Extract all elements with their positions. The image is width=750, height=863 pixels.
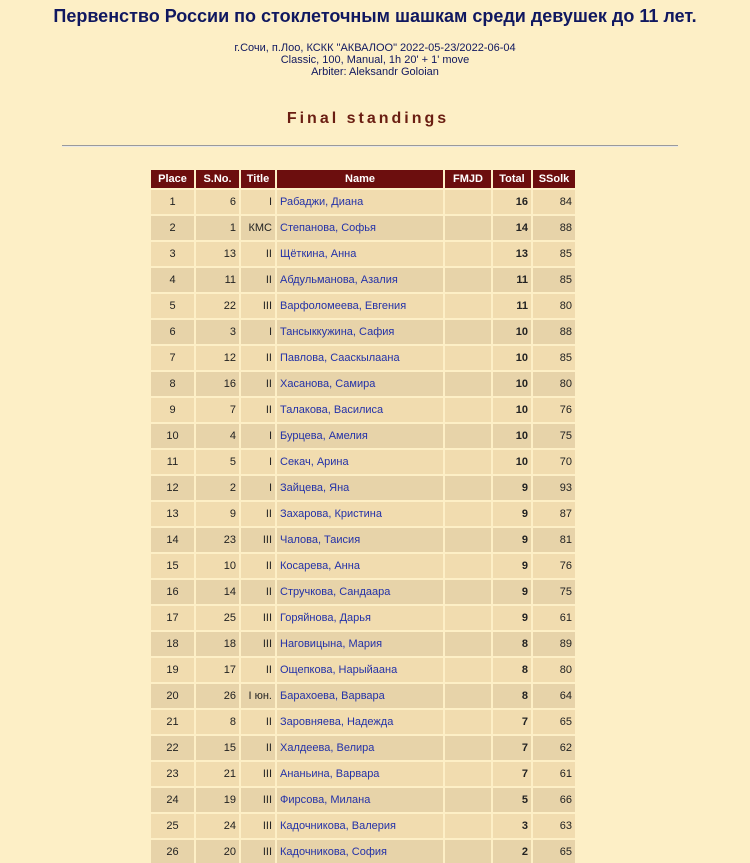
cell-sno: 16	[196, 372, 239, 396]
cell-ssolk: 85	[533, 346, 575, 370]
cell-ssolk: 61	[533, 762, 575, 786]
cell-total: 10	[493, 346, 531, 370]
cell-name	[277, 684, 443, 708]
cell-place: 12	[151, 476, 194, 500]
table-row	[151, 294, 575, 318]
horizontal-divider	[62, 145, 678, 147]
cell-sno: 15	[196, 736, 239, 760]
cell-sno: 21	[196, 762, 239, 786]
cell-fmjd	[445, 788, 491, 812]
table-header-row	[151, 170, 575, 188]
table-row	[151, 658, 575, 682]
cell-place: 1	[151, 190, 194, 214]
cell-title: III	[241, 632, 275, 656]
cell-total: 9	[493, 580, 531, 604]
cell-fmjd	[445, 450, 491, 474]
player-name-link[interactable]: Наговицына, Мария	[280, 638, 383, 650]
cell-title: II	[241, 346, 275, 370]
cell-sno: 12	[196, 346, 239, 370]
cell-sno: 3	[196, 320, 239, 344]
cell-ssolk: 85	[533, 268, 575, 292]
cell-name	[277, 736, 443, 760]
table-row	[151, 554, 575, 578]
cell-ssolk: 76	[533, 554, 575, 578]
player-name-link[interactable]: Чалова, Таисия	[280, 534, 361, 546]
column-header-name: Name	[277, 170, 443, 188]
standings-table	[149, 168, 577, 863]
cell-name	[277, 528, 443, 552]
cell-name	[277, 320, 443, 344]
cell-title: I	[241, 320, 275, 344]
cell-place: 9	[151, 398, 194, 422]
table-row	[151, 788, 575, 812]
cell-ssolk: 75	[533, 424, 575, 448]
table-row	[151, 346, 575, 370]
cell-name	[277, 294, 443, 318]
table-row	[151, 840, 575, 863]
player-name-link[interactable]: Заровняева, Надежда	[280, 716, 394, 728]
player-name-link[interactable]: Халдеева, Велира	[280, 742, 375, 754]
cell-ssolk: 75	[533, 580, 575, 604]
cell-place: 16	[151, 580, 194, 604]
cell-fmjd	[445, 814, 491, 838]
cell-fmjd	[445, 476, 491, 500]
cell-sno: 22	[196, 294, 239, 318]
cell-total: 10	[493, 450, 531, 474]
cell-title: II	[241, 398, 275, 422]
cell-title: III	[241, 528, 275, 552]
player-name-link[interactable]: Зайцева, Яна	[280, 482, 350, 494]
table-row	[151, 580, 575, 604]
table-row	[151, 242, 575, 266]
cell-ssolk: 64	[533, 684, 575, 708]
cell-fmjd	[445, 658, 491, 682]
cell-ssolk: 62	[533, 736, 575, 760]
cell-sno: 14	[196, 580, 239, 604]
cell-total: 7	[493, 736, 531, 760]
player-name-link[interactable]: Фирсова, Милана	[280, 794, 371, 806]
cell-fmjd	[445, 294, 491, 318]
player-name-link[interactable]: Хасанова, Самира	[280, 378, 376, 390]
cell-fmjd	[445, 710, 491, 734]
cell-total: 9	[493, 476, 531, 500]
table-row	[151, 424, 575, 448]
table-row	[151, 684, 575, 708]
cell-ssolk: 80	[533, 294, 575, 318]
tournament-info	[0, 42, 750, 78]
column-header-ssolk: SSolk	[533, 170, 575, 188]
arbiter-line: Arbiter: Aleksandr Goloian	[311, 66, 439, 78]
cell-name	[277, 190, 443, 214]
cell-title: II	[241, 554, 275, 578]
player-name-link[interactable]: Ощепкова, Нарыйаана	[280, 664, 398, 676]
cell-place: 8	[151, 372, 194, 396]
cell-title: III	[241, 840, 275, 863]
cell-place: 2	[151, 216, 194, 240]
cell-fmjd	[445, 346, 491, 370]
cell-ssolk: 81	[533, 528, 575, 552]
cell-sno: 18	[196, 632, 239, 656]
cell-place: 10	[151, 424, 194, 448]
cell-name	[277, 658, 443, 682]
cell-sno: 11	[196, 268, 239, 292]
cell-place: 7	[151, 346, 194, 370]
cell-place: 4	[151, 268, 194, 292]
table-row	[151, 216, 575, 240]
cell-name	[277, 606, 443, 630]
cell-place: 17	[151, 606, 194, 630]
cell-title: II	[241, 710, 275, 734]
column-header-fmjd: FMJD	[445, 170, 491, 188]
cell-total: 9	[493, 528, 531, 552]
cell-ssolk: 63	[533, 814, 575, 838]
cell-title: I	[241, 424, 275, 448]
cell-place: 3	[151, 242, 194, 266]
cell-total: 10	[493, 424, 531, 448]
cell-sno: 19	[196, 788, 239, 812]
cell-total: 11	[493, 268, 531, 292]
table-row	[151, 632, 575, 656]
cell-fmjd	[445, 268, 491, 292]
cell-fmjd	[445, 502, 491, 526]
cell-place: 11	[151, 450, 194, 474]
cell-ssolk: 89	[533, 632, 575, 656]
cell-fmjd	[445, 398, 491, 422]
cell-name	[277, 372, 443, 396]
player-name-link[interactable]: Секач, Арина	[280, 456, 349, 468]
cell-place: 18	[151, 632, 194, 656]
cell-name	[277, 450, 443, 474]
cell-name	[277, 502, 443, 526]
cell-name	[277, 788, 443, 812]
cell-name	[277, 216, 443, 240]
column-header-place: Place	[151, 170, 194, 188]
cell-place: 6	[151, 320, 194, 344]
table-row	[151, 320, 575, 344]
cell-place: 13	[151, 502, 194, 526]
cell-total: 7	[493, 710, 531, 734]
venue-dates-line: г.Сочи, п.Лоо, КСКК "АКВАЛОО" 2022-05-23/2022-06-04	[234, 42, 516, 54]
cell-total: 8	[493, 632, 531, 656]
cell-total: 7	[493, 762, 531, 786]
cell-sno: 2	[196, 476, 239, 500]
cell-fmjd	[445, 372, 491, 396]
cell-title: I	[241, 476, 275, 500]
cell-sno: 13	[196, 242, 239, 266]
cell-fmjd	[445, 840, 491, 863]
cell-place: 21	[151, 710, 194, 734]
player-name-link[interactable]: Горяйнова, Дарья	[280, 612, 371, 624]
player-name-link[interactable]: Щёткина, Анна	[280, 248, 357, 260]
cell-ssolk: 61	[533, 606, 575, 630]
cell-fmjd	[445, 606, 491, 630]
cell-fmjd	[445, 736, 491, 760]
cell-name	[277, 814, 443, 838]
cell-title: II	[241, 242, 275, 266]
cell-place: 15	[151, 554, 194, 578]
cell-total: 9	[493, 502, 531, 526]
time-control-line: Classic, 100, Manual, 1h 20' + 1' move	[280, 54, 470, 66]
cell-place: 24	[151, 788, 194, 812]
cell-fmjd	[445, 190, 491, 214]
cell-sno: 23	[196, 528, 239, 552]
player-name-link[interactable]: Ананьина, Варвара	[280, 768, 380, 780]
cell-title: I юн.	[241, 684, 275, 708]
cell-sno: 25	[196, 606, 239, 630]
cell-title: КМС	[241, 216, 275, 240]
player-name-link[interactable]: Абдульманова, Азалия	[280, 274, 398, 286]
cell-total: 14	[493, 216, 531, 240]
cell-title: II	[241, 502, 275, 526]
cell-ssolk: 80	[533, 658, 575, 682]
cell-fmjd	[445, 554, 491, 578]
page-title: Первенство России по стоклеточным шашкам среди девушек до 11 лет.	[53, 6, 697, 26]
cell-sno: 26	[196, 684, 239, 708]
table-row	[151, 502, 575, 526]
player-name-link[interactable]: Стручкова, Сандаара	[280, 586, 391, 598]
cell-ssolk: 65	[533, 840, 575, 863]
cell-ssolk: 80	[533, 372, 575, 396]
column-header-sno: S.No.	[196, 170, 239, 188]
cell-ssolk: 88	[533, 216, 575, 240]
cell-name	[277, 580, 443, 604]
column-header-title: Title	[241, 170, 275, 188]
cell-name	[277, 632, 443, 656]
cell-ssolk: 66	[533, 788, 575, 812]
cell-name	[277, 346, 443, 370]
cell-ssolk: 76	[533, 398, 575, 422]
player-name-link[interactable]: Варфоломеева, Евгения	[280, 300, 407, 312]
cell-title: II	[241, 580, 275, 604]
standings-body	[151, 190, 575, 863]
cell-total: 8	[493, 684, 531, 708]
table-row	[151, 528, 575, 552]
cell-total: 10	[493, 372, 531, 396]
cell-sno: 6	[196, 190, 239, 214]
cell-fmjd	[445, 320, 491, 344]
table-row	[151, 710, 575, 734]
cell-total: 10	[493, 320, 531, 344]
cell-title: II	[241, 372, 275, 396]
cell-name	[277, 762, 443, 786]
cell-sno: 24	[196, 814, 239, 838]
cell-name	[277, 268, 443, 292]
cell-title: III	[241, 294, 275, 318]
cell-ssolk: 88	[533, 320, 575, 344]
cell-title: I	[241, 190, 275, 214]
cell-name	[277, 710, 443, 734]
cell-ssolk: 84	[533, 190, 575, 214]
cell-ssolk: 85	[533, 242, 575, 266]
cell-fmjd	[445, 528, 491, 552]
cell-sno: 9	[196, 502, 239, 526]
cell-title: III	[241, 814, 275, 838]
cell-total: 10	[493, 398, 531, 422]
cell-sno: 1	[196, 216, 239, 240]
cell-title: I	[241, 450, 275, 474]
cell-fmjd	[445, 424, 491, 448]
player-name-link[interactable]: Косарева, Анна	[280, 560, 360, 572]
cell-name	[277, 476, 443, 500]
cell-place: 5	[151, 294, 194, 318]
player-name-link[interactable]: Захарова, Кристина	[280, 508, 382, 520]
cell-fmjd	[445, 580, 491, 604]
cell-sno: 7	[196, 398, 239, 422]
section-title: Final standings	[286, 110, 450, 127]
player-name-link[interactable]: Кадочникова, София	[280, 846, 387, 858]
table-row	[151, 762, 575, 786]
cell-title: III	[241, 606, 275, 630]
cell-name	[277, 554, 443, 578]
cell-ssolk: 65	[533, 710, 575, 734]
cell-sno: 20	[196, 840, 239, 863]
table-row	[151, 606, 575, 630]
table-row	[151, 190, 575, 214]
table-row	[151, 476, 575, 500]
cell-fmjd	[445, 632, 491, 656]
table-row	[151, 450, 575, 474]
player-name-link[interactable]: Кадочникова, Валерия	[280, 820, 396, 832]
player-name-link[interactable]: Степанова, Софья	[280, 222, 376, 234]
table-row	[151, 814, 575, 838]
cell-total: 11	[493, 294, 531, 318]
player-name-link[interactable]: Талакова, Василиса	[280, 404, 384, 416]
cell-title: III	[241, 788, 275, 812]
cell-fmjd	[445, 762, 491, 786]
cell-sno: 10	[196, 554, 239, 578]
player-name-link[interactable]: Рабаджи, Диана	[280, 196, 364, 208]
cell-place: 25	[151, 814, 194, 838]
cell-total: 3	[493, 814, 531, 838]
cell-title: III	[241, 762, 275, 786]
table-row	[151, 372, 575, 396]
cell-place: 26	[151, 840, 194, 863]
cell-title: II	[241, 268, 275, 292]
cell-place: 22	[151, 736, 194, 760]
player-name-link[interactable]: Тансыккужина, Сафия	[280, 326, 395, 338]
cell-title: II	[241, 658, 275, 682]
cell-name	[277, 840, 443, 863]
cell-ssolk: 93	[533, 476, 575, 500]
cell-fmjd	[445, 242, 491, 266]
cell-ssolk: 87	[533, 502, 575, 526]
cell-place: 20	[151, 684, 194, 708]
cell-place: 14	[151, 528, 194, 552]
cell-title: II	[241, 736, 275, 760]
cell-name	[277, 424, 443, 448]
player-name-link[interactable]: Барахоева, Варвара	[280, 690, 385, 702]
cell-sno: 8	[196, 710, 239, 734]
cell-total: 13	[493, 242, 531, 266]
cell-ssolk: 70	[533, 450, 575, 474]
cell-fmjd	[445, 684, 491, 708]
column-header-total: Total	[493, 170, 531, 188]
cell-name	[277, 398, 443, 422]
cell-total: 2	[493, 840, 531, 863]
player-name-link[interactable]: Бурцева, Амелия	[280, 430, 368, 442]
table-row	[151, 268, 575, 292]
cell-total: 9	[493, 606, 531, 630]
player-name-link[interactable]: Павлова, Сааскылаана	[280, 352, 400, 364]
cell-name	[277, 242, 443, 266]
cell-total: 8	[493, 658, 531, 682]
cell-total: 5	[493, 788, 531, 812]
cell-sno: 4	[196, 424, 239, 448]
table-row	[151, 398, 575, 422]
table-row	[151, 736, 575, 760]
cell-fmjd	[445, 216, 491, 240]
cell-sno: 5	[196, 450, 239, 474]
cell-sno: 17	[196, 658, 239, 682]
cell-total: 16	[493, 190, 531, 214]
cell-place: 23	[151, 762, 194, 786]
cell-place: 19	[151, 658, 194, 682]
cell-total: 9	[493, 554, 531, 578]
